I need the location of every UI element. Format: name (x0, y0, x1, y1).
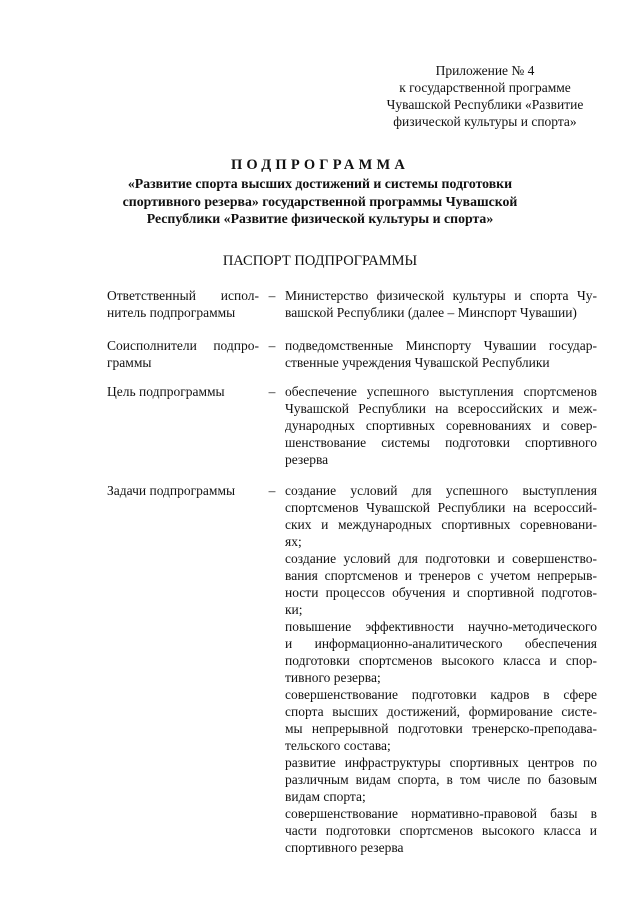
row-value-line: части подготовки спортсменов высокого класса и (285, 823, 597, 838)
row-value-line: спортсменов Чувашской Республики на всероссий- (285, 500, 597, 515)
row-label-line: Цель подпрограммы (107, 384, 225, 399)
subprogram-title-line: Республики «Развитие физической культуры и спорта» (146, 211, 494, 226)
appendix-line: физической культуры и спорта» (393, 114, 577, 129)
row-value (285, 383, 597, 468)
row-value-line: тивного резерва; (285, 670, 381, 685)
subprogram-title-line: спортивного резерва» государственной программы Чувашской (122, 193, 518, 209)
row-value-line: дународных спортивных соревнованиях и совер- (285, 418, 597, 433)
row-value-line: совершенствование подготовки кадров в сфере (285, 687, 597, 702)
appendix-line: Чувашской Республики «Развитие (386, 97, 584, 112)
row-value-line: ях; (285, 534, 302, 549)
subprogram-title-line: «Развитие спорта высших достижений и системы подготовки (127, 176, 513, 191)
row-value-line: создание условий для подготовки и совершенство- (285, 551, 597, 566)
row-value (285, 337, 597, 371)
row-value-line: Чувашской Республики на всероссийских и меж- (285, 401, 597, 416)
row-dash: – (268, 483, 276, 498)
row-value-line: вания спортсменов и тренеров с учетом непрерыв- (285, 568, 597, 583)
row-value-line: ских и международных спортивных соревновани- (285, 517, 597, 532)
row-label (107, 287, 259, 321)
row-value-line: спорта высших достижений, формирование систе- (285, 704, 597, 719)
title-block (100, 156, 540, 228)
appendix-line: Приложение № 4 (435, 63, 535, 78)
subprogram-heading: ПОДПРОГРАММА (230, 157, 410, 173)
row-dash: – (268, 384, 276, 399)
row-value-line: тельского состава; (285, 738, 391, 753)
row-value (285, 287, 597, 321)
row-value-line: подведомственные Минспорту Чувашии государ- (285, 338, 597, 353)
row-label (107, 337, 259, 371)
row-value-line: обеспечение успешного выступления спортсменов (285, 384, 597, 399)
passport-heading: ПАСПОРТ ПОДПРОГРАММЫ (222, 253, 418, 269)
row-value-line: спортивного резерва (285, 840, 404, 855)
row-label-line: граммы (107, 355, 152, 370)
row-value-line: мы непрерывной подготовки тренерско-преподава- (285, 721, 597, 736)
row-value-line: различным видам спорта, в том числе по базовым (285, 772, 597, 787)
row-value-line: развитие инфраструктуры спортивных центров по (285, 755, 597, 770)
row-value-line: резерва (285, 452, 329, 467)
row-value-line: ственные учреждения Чувашской Республики (285, 355, 550, 370)
row-label-line: нитель подпрограммы (107, 305, 236, 320)
row-value-line: создание условий для успешного выступления (285, 483, 597, 498)
row-value-line: шенствование системы подготовки спортивного (285, 435, 597, 450)
row-value (285, 482, 597, 856)
row-label-line: Ответственный испол- (107, 288, 259, 303)
row-label-line: Соисполнители подпро- (107, 338, 259, 353)
appendix-note (380, 62, 590, 130)
row-value-line: совершенствование нормативно-правовой базы в (285, 806, 597, 821)
row-value-line: вашской Республики (далее – Минспорт Чувашии) (285, 305, 577, 320)
row-value-line: подготовки спортсменов высокого класса и спор- (285, 653, 597, 668)
row-value-line: повышение эффективности научно-методического (285, 619, 597, 634)
row-label (107, 383, 259, 400)
row-value-line: ности процессов обучения и спортивной подготов- (285, 585, 597, 600)
row-dash: – (268, 288, 276, 303)
subprogram-title (100, 175, 540, 228)
row-label-line: Задачи подпрограммы (107, 483, 236, 498)
appendix-line: к государственной программе (399, 80, 571, 95)
row-dash: – (268, 338, 276, 353)
row-value-line: ки; (285, 602, 303, 617)
row-value-line: и информационно-аналитического обеспечения (285, 636, 597, 651)
row-value-line: Министерство физической культуры и спорта Чу- (285, 288, 597, 303)
row-value-line: видам спорта; (285, 789, 366, 804)
row-label (107, 482, 259, 499)
